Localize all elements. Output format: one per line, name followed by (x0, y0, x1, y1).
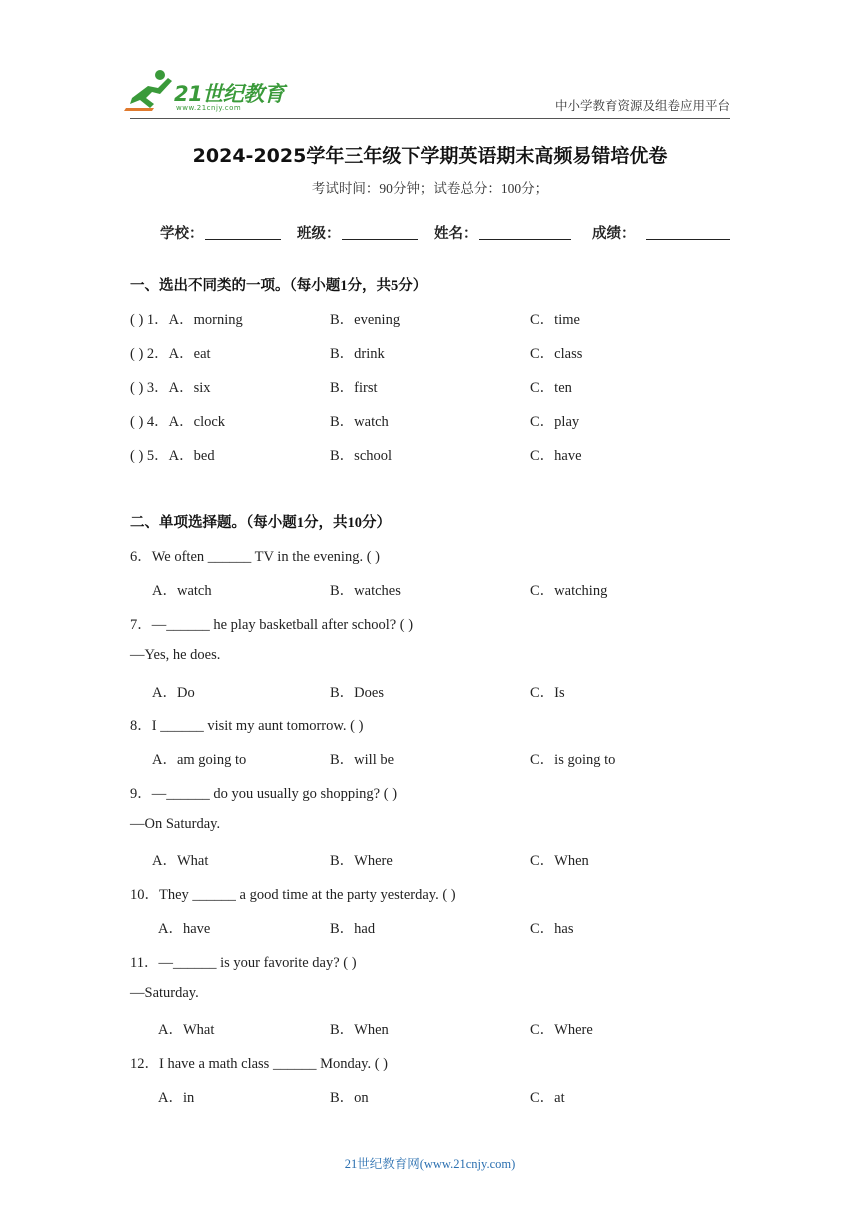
q9-option-a: A．What (152, 853, 209, 869)
q10-option-c: C．has (530, 921, 574, 937)
q9-stem-row (0, 782, 860, 802)
q10-stem-row (0, 883, 860, 903)
platform-tagline: 中小学教育资源及组卷应用平台 (554, 99, 730, 113)
runner-icon (124, 68, 176, 114)
question-row-5 (0, 444, 860, 464)
q3-prefix: ( ) 3．A．six (130, 380, 211, 396)
q6-option-c: C．watching (530, 583, 608, 599)
q7-option-b: B．Does (330, 685, 384, 701)
class-label: 班级： (297, 226, 341, 242)
question-row-3 (0, 376, 860, 396)
q3-option-b: B．first (330, 380, 378, 396)
q9-options-row (0, 849, 860, 869)
q3-option-c: C．ten (530, 380, 572, 396)
q6-stem: 6．We often ______ TV in the evening. ( ) (130, 549, 380, 565)
q1-prefix: ( ) 1．A．morning (130, 312, 243, 328)
q5-option-c: C．have (530, 448, 582, 464)
q8-stem-row (0, 714, 860, 734)
question-row-2 (0, 342, 860, 362)
q9-reply-row (0, 816, 860, 836)
q2-prefix: ( ) 2．A．eat (130, 346, 211, 362)
q8-options-row (0, 748, 860, 768)
exam-title: 2024-2025学年三年级下学期英语期末高频易错培优卷 (192, 145, 668, 167)
q11-reply: —Saturday. (130, 985, 199, 1001)
q12-stem: 12．I have a math class ______ Monday. ( ) (130, 1056, 388, 1072)
q7-options-row (0, 681, 860, 701)
q4-option-b: B．watch (330, 414, 389, 430)
school-label: 学校： (160, 226, 204, 242)
q9-reply: —On Saturday. (130, 816, 221, 832)
score-label: 成绩： (592, 226, 636, 242)
footer-link[interactable]: 21世纪教育网(www.21cnjy.com) (344, 1157, 516, 1171)
q7-reply: —Yes, he does. (130, 647, 221, 663)
q6-option-a: A．watch (152, 583, 212, 599)
q10-options-row (0, 917, 860, 937)
student-info-row (0, 222, 860, 244)
q10-stem: 10．They ______ a good time at the party yesterday. ( ) (130, 887, 456, 903)
q9-option-c: C．When (530, 853, 589, 869)
q11-stem-row (0, 951, 860, 971)
q5-prefix: ( ) 5．A．bed (130, 448, 215, 464)
q8-option-a: A．am going to (152, 752, 247, 768)
q7-option-a: A．Do (152, 685, 195, 701)
q11-option-b: B．When (330, 1022, 389, 1038)
q1-option-b: B．evening (330, 312, 401, 328)
q9-option-b: B．Where (330, 853, 393, 869)
q4-prefix: ( ) 4．A．clock (130, 414, 226, 430)
q10-option-a: A．have (158, 921, 211, 937)
logo-url: www.21cnjy.com (176, 104, 242, 112)
question-row-4 (0, 410, 860, 430)
q12-options-row (0, 1086, 860, 1106)
header-divider (130, 118, 730, 119)
q6-options-row (0, 579, 860, 599)
q1-option-c: C．time (530, 312, 580, 328)
name-label: 姓名： (434, 226, 478, 242)
q6-stem-row (0, 545, 860, 565)
q2-option-c: C．class (530, 346, 583, 362)
name-field[interactable] (479, 239, 571, 240)
question-row-1 (0, 308, 860, 328)
q8-option-c: C．is going to (530, 752, 616, 768)
q12-option-b: B．on (330, 1090, 369, 1106)
q5-option-b: B．school (330, 448, 393, 464)
q10-option-b: B．had (330, 921, 376, 937)
q2-option-b: B．drink (330, 346, 385, 362)
logo-text: 21世纪教育 (174, 82, 285, 106)
class-field[interactable] (342, 239, 418, 240)
site-logo (124, 68, 294, 116)
q11-stem: 11．—______ is your favorite day? ( ) (130, 955, 357, 971)
q11-option-c: C．Where (530, 1022, 593, 1038)
q12-option-c: C．at (530, 1090, 565, 1106)
q6-option-b: B．watches (330, 583, 401, 599)
section2-heading: 二、单项选择题。（每小题1分，共10分） (130, 515, 391, 531)
q12-stem-row (0, 1052, 860, 1072)
q11-reply-row (0, 985, 860, 1005)
exam-subtitle: 考试时间：90分钟；试卷总分：100分； (311, 181, 549, 196)
q8-option-b: B．will be (330, 752, 395, 768)
school-field[interactable] (205, 239, 281, 240)
section1-heading: 一、选出不同类的一项。（每小题1分，共5分） (130, 278, 428, 294)
q11-option-a: A．What (158, 1022, 215, 1038)
q4-option-c: C．play (530, 414, 580, 430)
q7-option-c: C．Is (530, 685, 565, 701)
score-field[interactable] (646, 239, 730, 240)
q7-reply-row (0, 647, 860, 667)
q8-stem: 8．I ______ visit my aunt tomorrow. ( ) (130, 718, 364, 734)
q11-options-row (0, 1018, 860, 1038)
q7-stem: 7．—______ he play basketball after school? ( ) (130, 617, 414, 633)
q12-option-a: A．in (158, 1090, 195, 1106)
q9-stem: 9．—______ do you usually go shopping? ( ) (130, 786, 398, 802)
q7-stem-row (0, 613, 860, 633)
